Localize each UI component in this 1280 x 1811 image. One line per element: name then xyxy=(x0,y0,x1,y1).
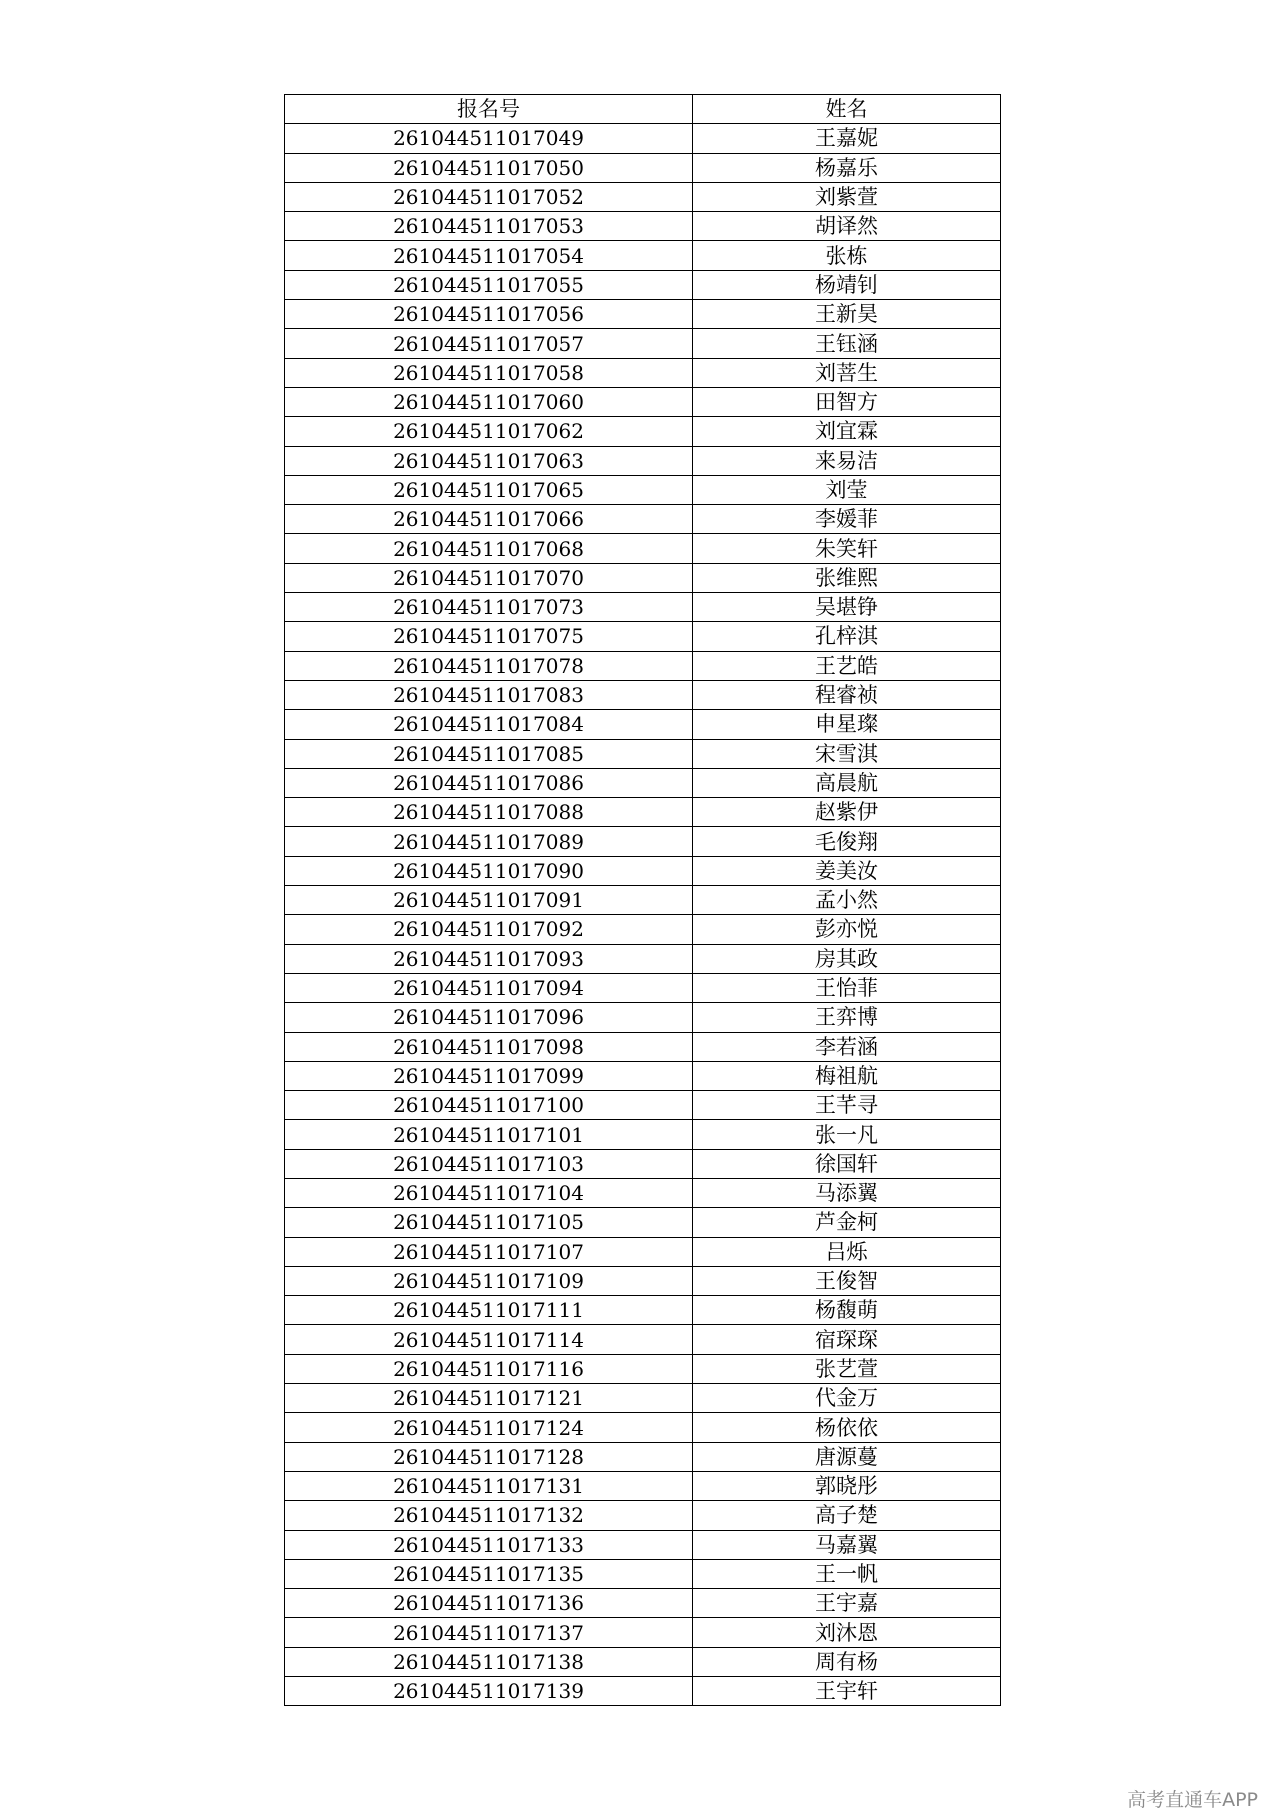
registration-number-cell: 261044511017075 xyxy=(285,622,693,651)
table-row xyxy=(285,739,1001,768)
table-row xyxy=(285,651,1001,680)
student-name-cell: 高晨航 xyxy=(693,768,1001,797)
registration-number-cell: 261044511017098 xyxy=(285,1032,693,1061)
student-name-cell: 王芊寻 xyxy=(693,1091,1001,1120)
registration-number-cell: 261044511017091 xyxy=(285,886,693,915)
table-row xyxy=(285,856,1001,885)
registration-number-cell: 261044511017083 xyxy=(285,680,693,709)
student-name-cell: 宋雪淇 xyxy=(693,739,1001,768)
registration-number-cell: 261044511017086 xyxy=(285,768,693,797)
table-row xyxy=(285,417,1001,446)
registration-number-cell: 261044511017105 xyxy=(285,1208,693,1237)
registration-number-cell: 261044511017052 xyxy=(285,182,693,211)
table-row xyxy=(285,593,1001,622)
registration-number-cell: 261044511017090 xyxy=(285,856,693,885)
registration-number-cell: 261044511017099 xyxy=(285,1061,693,1090)
table-row xyxy=(285,1208,1001,1237)
table-row xyxy=(285,1677,1001,1706)
student-name-cell: 王新昊 xyxy=(693,300,1001,329)
registration-number-cell: 261044511017136 xyxy=(285,1589,693,1618)
student-name-cell: 王怡菲 xyxy=(693,973,1001,1002)
registration-number-cell: 261044511017111 xyxy=(285,1296,693,1325)
table-row xyxy=(285,798,1001,827)
registration-number-cell: 261044511017092 xyxy=(285,915,693,944)
student-name-cell: 王钰涵 xyxy=(693,329,1001,358)
registration-number-cell: 261044511017121 xyxy=(285,1384,693,1413)
registration-number-cell: 261044511017088 xyxy=(285,798,693,827)
student-name-cell: 杨靖钊 xyxy=(693,270,1001,299)
table-row xyxy=(285,358,1001,387)
student-name-cell: 朱笑轩 xyxy=(693,534,1001,563)
table-row xyxy=(285,1647,1001,1676)
student-name-cell: 高子楚 xyxy=(693,1501,1001,1530)
table-row xyxy=(285,387,1001,416)
table-row xyxy=(285,622,1001,651)
table-row xyxy=(285,153,1001,182)
registration-number-cell: 261044511017055 xyxy=(285,270,693,299)
student-name-cell: 刘莹 xyxy=(693,475,1001,504)
table-row xyxy=(285,124,1001,153)
registration-number-cell: 261044511017065 xyxy=(285,475,693,504)
table-row xyxy=(285,1178,1001,1207)
registration-number-cell: 261044511017050 xyxy=(285,153,693,182)
table-row xyxy=(285,1384,1001,1413)
table-row xyxy=(285,1325,1001,1354)
table-row xyxy=(285,944,1001,973)
student-name-cell: 王宇轩 xyxy=(693,1677,1001,1706)
table-row xyxy=(285,1442,1001,1471)
table-header-row xyxy=(285,95,1001,124)
registration-number-cell: 261044511017058 xyxy=(285,358,693,387)
table-row xyxy=(285,182,1001,211)
registration-number-cell: 261044511017107 xyxy=(285,1237,693,1266)
student-name-cell: 张艺萱 xyxy=(693,1354,1001,1383)
header-registration-number: 报名号 xyxy=(285,95,693,124)
table-row xyxy=(285,212,1001,241)
student-name-cell: 王嘉妮 xyxy=(693,124,1001,153)
table-row xyxy=(285,1032,1001,1061)
table-row xyxy=(285,1589,1001,1618)
registration-number-cell: 261044511017063 xyxy=(285,446,693,475)
registration-number-cell: 261044511017068 xyxy=(285,534,693,563)
registration-number-cell: 261044511017114 xyxy=(285,1325,693,1354)
table-row xyxy=(285,973,1001,1002)
registration-number-cell: 261044511017057 xyxy=(285,329,693,358)
table-row xyxy=(285,768,1001,797)
table-row xyxy=(285,329,1001,358)
registration-number-cell: 261044511017096 xyxy=(285,1003,693,1032)
student-name-cell: 孟小然 xyxy=(693,886,1001,915)
student-name-cell: 赵紫伊 xyxy=(693,798,1001,827)
table-row xyxy=(285,1413,1001,1442)
student-name-cell: 张维熙 xyxy=(693,563,1001,592)
student-name-cell: 梅祖航 xyxy=(693,1061,1001,1090)
student-name-cell: 杨嘉乐 xyxy=(693,153,1001,182)
student-name-cell: 吴堪铮 xyxy=(693,593,1001,622)
student-name-cell: 刘紫萱 xyxy=(693,182,1001,211)
registration-number-cell: 261044511017078 xyxy=(285,651,693,680)
registration-number-cell: 261044511017060 xyxy=(285,387,693,416)
registration-number-cell: 261044511017116 xyxy=(285,1354,693,1383)
student-name-cell: 程睿祯 xyxy=(693,680,1001,709)
registration-number-cell: 261044511017094 xyxy=(285,973,693,1002)
table-row xyxy=(285,827,1001,856)
student-name-cell: 彭亦悦 xyxy=(693,915,1001,944)
watermark-text: 高考直通车APP xyxy=(1127,1789,1258,1811)
student-name-cell: 李媛菲 xyxy=(693,505,1001,534)
table-row xyxy=(285,1559,1001,1588)
table-row xyxy=(285,1149,1001,1178)
student-name-cell: 张一凡 xyxy=(693,1120,1001,1149)
registration-number-cell: 261044511017133 xyxy=(285,1530,693,1559)
student-name-cell: 徐国轩 xyxy=(693,1149,1001,1178)
table-row xyxy=(285,1354,1001,1383)
student-name-cell: 房其政 xyxy=(693,944,1001,973)
registration-number-cell: 261044511017062 xyxy=(285,417,693,446)
registration-table xyxy=(284,94,1001,1706)
student-name-cell: 杨馥萌 xyxy=(693,1296,1001,1325)
registration-number-cell: 261044511017138 xyxy=(285,1647,693,1676)
student-name-cell: 张栋 xyxy=(693,241,1001,270)
table-row xyxy=(285,446,1001,475)
registration-number-cell: 261044511017128 xyxy=(285,1442,693,1471)
student-name-cell: 毛俊翔 xyxy=(693,827,1001,856)
table-row xyxy=(285,915,1001,944)
student-name-cell: 杨依依 xyxy=(693,1413,1001,1442)
table-row xyxy=(285,710,1001,739)
student-name-cell: 马添翼 xyxy=(693,1178,1001,1207)
registration-number-cell: 261044511017089 xyxy=(285,827,693,856)
registration-number-cell: 261044511017132 xyxy=(285,1501,693,1530)
student-name-cell: 吕烁 xyxy=(693,1237,1001,1266)
registration-number-cell: 261044511017073 xyxy=(285,593,693,622)
student-name-cell: 郭晓彤 xyxy=(693,1471,1001,1500)
registration-number-cell: 261044511017066 xyxy=(285,505,693,534)
registration-number-cell: 261044511017070 xyxy=(285,563,693,592)
table-row xyxy=(285,1471,1001,1500)
student-name-cell: 唐源蔓 xyxy=(693,1442,1001,1471)
table-row xyxy=(285,300,1001,329)
student-name-cell: 宿琛琛 xyxy=(693,1325,1001,1354)
table-row xyxy=(285,505,1001,534)
table-row xyxy=(285,563,1001,592)
table-row xyxy=(285,1120,1001,1149)
student-name-cell: 芦金柯 xyxy=(693,1208,1001,1237)
student-name-cell: 申星璨 xyxy=(693,710,1001,739)
student-name-cell: 周有杨 xyxy=(693,1647,1001,1676)
table-row xyxy=(285,1530,1001,1559)
registration-number-cell: 261044511017056 xyxy=(285,300,693,329)
student-name-cell: 王一帆 xyxy=(693,1559,1001,1588)
registration-number-cell: 261044511017104 xyxy=(285,1178,693,1207)
registration-number-cell: 261044511017053 xyxy=(285,212,693,241)
registration-number-cell: 261044511017139 xyxy=(285,1677,693,1706)
registration-number-cell: 261044511017093 xyxy=(285,944,693,973)
table-row xyxy=(285,534,1001,563)
registration-number-cell: 261044511017084 xyxy=(285,710,693,739)
table-row xyxy=(285,1061,1001,1090)
student-name-cell: 代金万 xyxy=(693,1384,1001,1413)
table-row xyxy=(285,241,1001,270)
table-row xyxy=(285,1003,1001,1032)
student-name-cell: 马嘉翼 xyxy=(693,1530,1001,1559)
table-row xyxy=(285,1266,1001,1295)
student-name-cell: 田智方 xyxy=(693,387,1001,416)
student-name-cell: 孔梓淇 xyxy=(693,622,1001,651)
student-name-cell: 刘沐恩 xyxy=(693,1618,1001,1647)
student-name-cell: 来易洁 xyxy=(693,446,1001,475)
registration-number-cell: 261044511017124 xyxy=(285,1413,693,1442)
registration-number-cell: 261044511017101 xyxy=(285,1120,693,1149)
table-row xyxy=(285,270,1001,299)
student-name-cell: 王俊智 xyxy=(693,1266,1001,1295)
registration-number-cell: 261044511017135 xyxy=(285,1559,693,1588)
registration-number-cell: 261044511017109 xyxy=(285,1266,693,1295)
student-name-cell: 李若涵 xyxy=(693,1032,1001,1061)
registration-number-cell: 261044511017131 xyxy=(285,1471,693,1500)
header-name: 姓名 xyxy=(693,95,1001,124)
registration-number-cell: 261044511017137 xyxy=(285,1618,693,1647)
student-name-cell: 王艺皓 xyxy=(693,651,1001,680)
table-row xyxy=(285,1091,1001,1120)
table-row xyxy=(285,680,1001,709)
student-name-cell: 刘宜霖 xyxy=(693,417,1001,446)
student-name-cell: 姜美汝 xyxy=(693,856,1001,885)
student-name-cell: 王弈博 xyxy=(693,1003,1001,1032)
table-row xyxy=(285,475,1001,504)
student-name-cell: 刘菩生 xyxy=(693,358,1001,387)
registration-number-cell: 261044511017100 xyxy=(285,1091,693,1120)
table-row xyxy=(285,1618,1001,1647)
table-row xyxy=(285,1501,1001,1530)
student-name-cell: 胡译然 xyxy=(693,212,1001,241)
table-row xyxy=(285,886,1001,915)
registration-number-cell: 261044511017103 xyxy=(285,1149,693,1178)
registration-number-cell: 261044511017085 xyxy=(285,739,693,768)
student-name-cell: 王宇嘉 xyxy=(693,1589,1001,1618)
registration-number-cell: 261044511017049 xyxy=(285,124,693,153)
registration-number-cell: 261044511017054 xyxy=(285,241,693,270)
table-row xyxy=(285,1296,1001,1325)
table-row xyxy=(285,1237,1001,1266)
